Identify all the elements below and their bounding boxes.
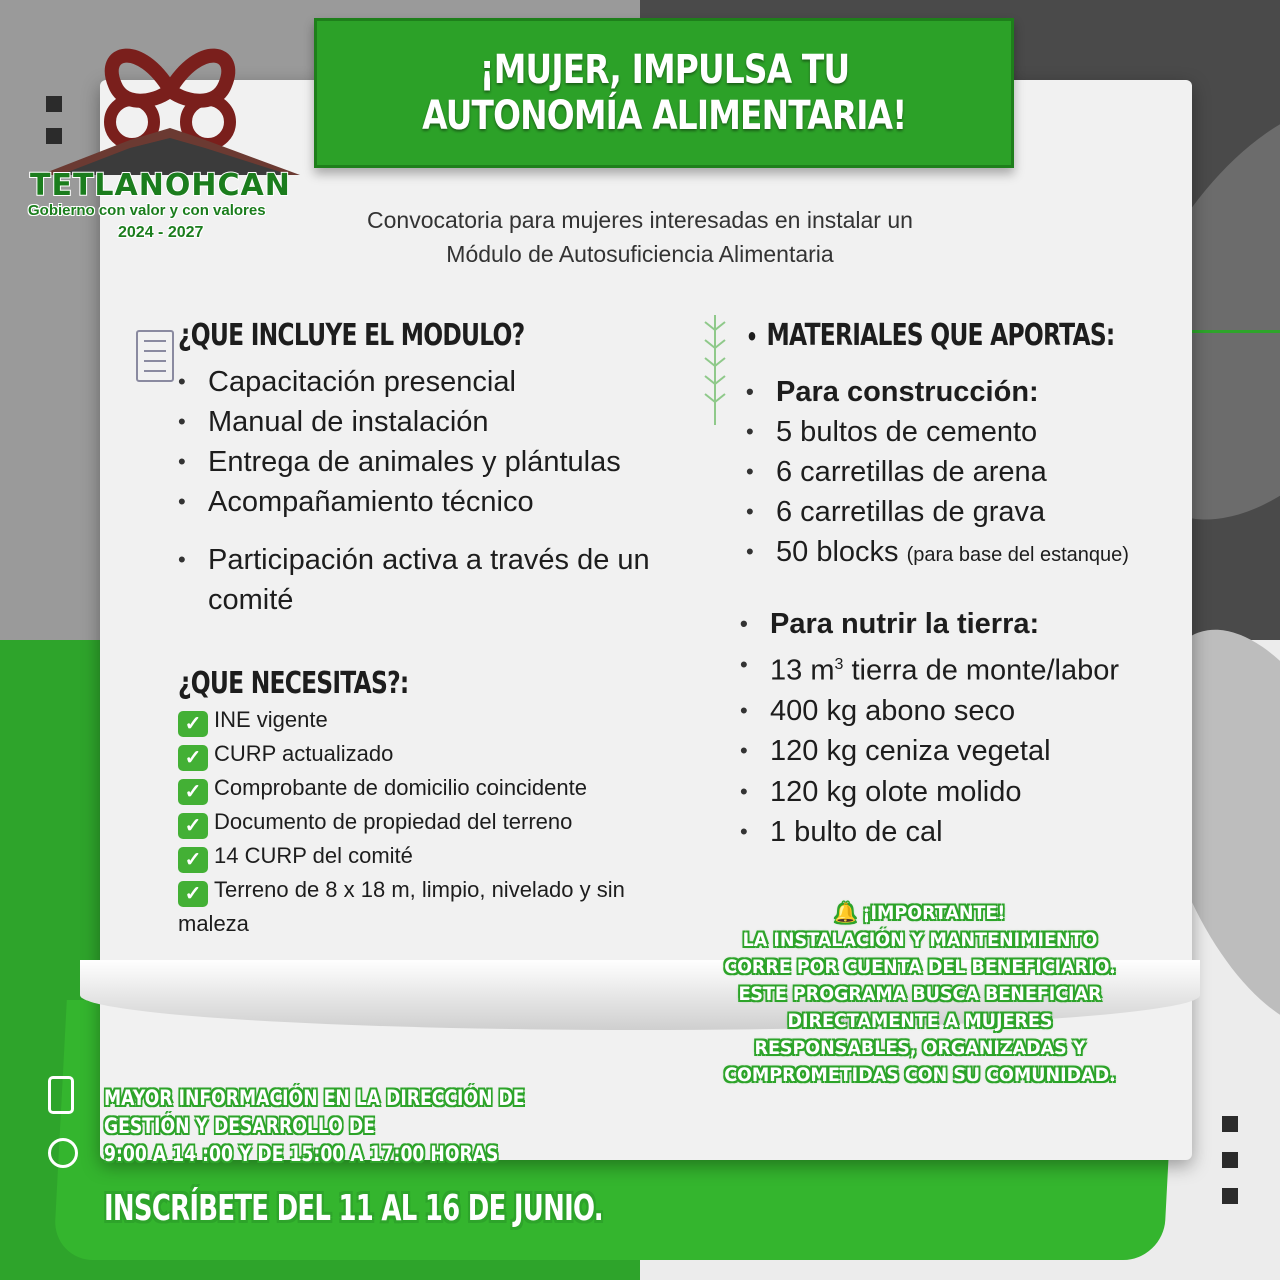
info-line-3: 9:00 A 14 :00 Y DE 15:00 A 17:00 HORAS (104, 1142, 499, 1166)
document-icon (136, 330, 174, 382)
needs-item-label: Terreno de 8 x 18 m, limpio, nivelado y sin maleza (178, 877, 625, 936)
logo-name: TETLANOHCAN (30, 168, 291, 203)
needs-item-label: Documento de propiedad del terreno (214, 809, 573, 834)
list-item (178, 873, 678, 941)
subtitle-line-1: Convocatoria para mujeres interesadas en instalar un (367, 207, 913, 233)
logo-slogan: Gobierno con valor y con valores (28, 202, 266, 219)
subtitle (320, 203, 960, 271)
soil-title: • Para nutrir la tierra: (740, 604, 1200, 645)
construction-list (746, 372, 1206, 575)
important-line-2: ESTE PROGRAMA BUSCA BENEFICIAR DIRECTAMENTE A MUJERES RESPONSABLES, ORGANIZADAS Y COMPROMETIDAS CON SU COMUNIDAD. (724, 983, 1116, 1086)
construction-title: • Para construcción: (746, 372, 1206, 412)
check-icon: ✓ (178, 711, 208, 737)
needs-item-label: 14 CURP del comité (214, 843, 413, 868)
needs-list (178, 703, 678, 941)
list-item: • 6 carretillas de arena (746, 452, 1206, 492)
important-title: ¡IMPORTANTE! (862, 902, 1006, 924)
materials-heading-label: MATERIALES QUE APORTAS: (766, 318, 1115, 353)
list-item: • Acompañamiento técnico (178, 482, 678, 522)
contact-icons (48, 1076, 96, 1176)
earth-label: tierra de monte/labor (843, 654, 1120, 687)
materials-heading: • MATERIALES QUE APORTAS: (746, 318, 1115, 353)
module-list (178, 362, 678, 620)
list-item: • 120 kg olote molido (740, 772, 1200, 813)
list-item: • Entrega de animales y plántulas (178, 442, 678, 482)
logo-years: 2024 - 2027 (118, 224, 204, 241)
list-item: • Capacitación presencial (178, 362, 678, 402)
list-item (178, 771, 678, 805)
background-line (1190, 330, 1280, 333)
list-item (178, 805, 678, 839)
module-heading: ¿QUE INCLUYE EL MODULO? (178, 318, 525, 353)
title-line-2: AUTONOMÍA ALIMENTARIA! (421, 93, 907, 139)
needs-item-label: Comprobante de domicilio coincidente (214, 775, 587, 800)
subtitle-line-2: Módulo de Autosuficiencia Alimentaria (446, 241, 834, 267)
bell-icon: 🔔 (834, 902, 857, 924)
enrollment-dates: INSCRÍBETE DEL 11 AL 16 DE JUNIO. (104, 1188, 603, 1229)
info-line-1: MAYOR INFORMACIÓN EN LA DIRECCIÓN DE (104, 1086, 525, 1110)
needs-item-label: INE vigente (214, 707, 328, 732)
check-icon: ✓ (178, 745, 208, 771)
phone-icon (48, 1076, 74, 1114)
check-icon: ✓ (178, 847, 208, 873)
check-icon: ✓ (178, 813, 208, 839)
check-icon: ✓ (178, 881, 208, 907)
list-item: • 5 bultos de cemento (746, 412, 1206, 452)
blocks-label: 50 blocks (776, 536, 899, 568)
list-item: • 120 kg ceniza vegetal (740, 731, 1200, 772)
needs-heading: ¿QUE NECESITAS?: (178, 666, 409, 701)
title-banner (314, 18, 1014, 168)
list-item: • 1 bulto de cal (740, 812, 1200, 853)
earth-amount: 13 m (770, 654, 835, 687)
list-item: • 400 kg abono seco (740, 691, 1200, 732)
check-icon: ✓ (178, 779, 208, 805)
globe-icon (48, 1138, 78, 1168)
decor-square (1222, 1188, 1238, 1204)
wheat-icon (700, 310, 730, 430)
list-item: • 6 carretillas de grava (746, 492, 1206, 532)
title-line-1: ¡MUJER, IMPULSA TU (479, 47, 849, 93)
earth-unit-exponent: 3 (834, 655, 844, 673)
list-item (178, 839, 678, 873)
decor-square (1222, 1116, 1238, 1132)
list-item (178, 703, 678, 737)
important-notice (718, 900, 1123, 1089)
important-line-1: LA INSTALACIÓN Y MANTENIMIENTO CORRE POR CUENTA DEL BENEFICIARIO. (724, 929, 1116, 978)
blocks-note: (para base del estanque) (906, 544, 1129, 566)
info-line-2: GESTIÓN Y DESARROLLO DE (104, 1114, 375, 1138)
soil-list (740, 604, 1200, 853)
decor-square (1222, 1152, 1238, 1168)
needs-item-label: CURP actualizado (214, 741, 394, 766)
info-text (104, 1084, 525, 1168)
list-item (746, 532, 1206, 575)
list-item: • Participación activa a través de un comité (178, 540, 678, 620)
list-item: • Manual de instalación (178, 402, 678, 442)
list-item (178, 737, 678, 771)
list-item (740, 645, 1200, 691)
